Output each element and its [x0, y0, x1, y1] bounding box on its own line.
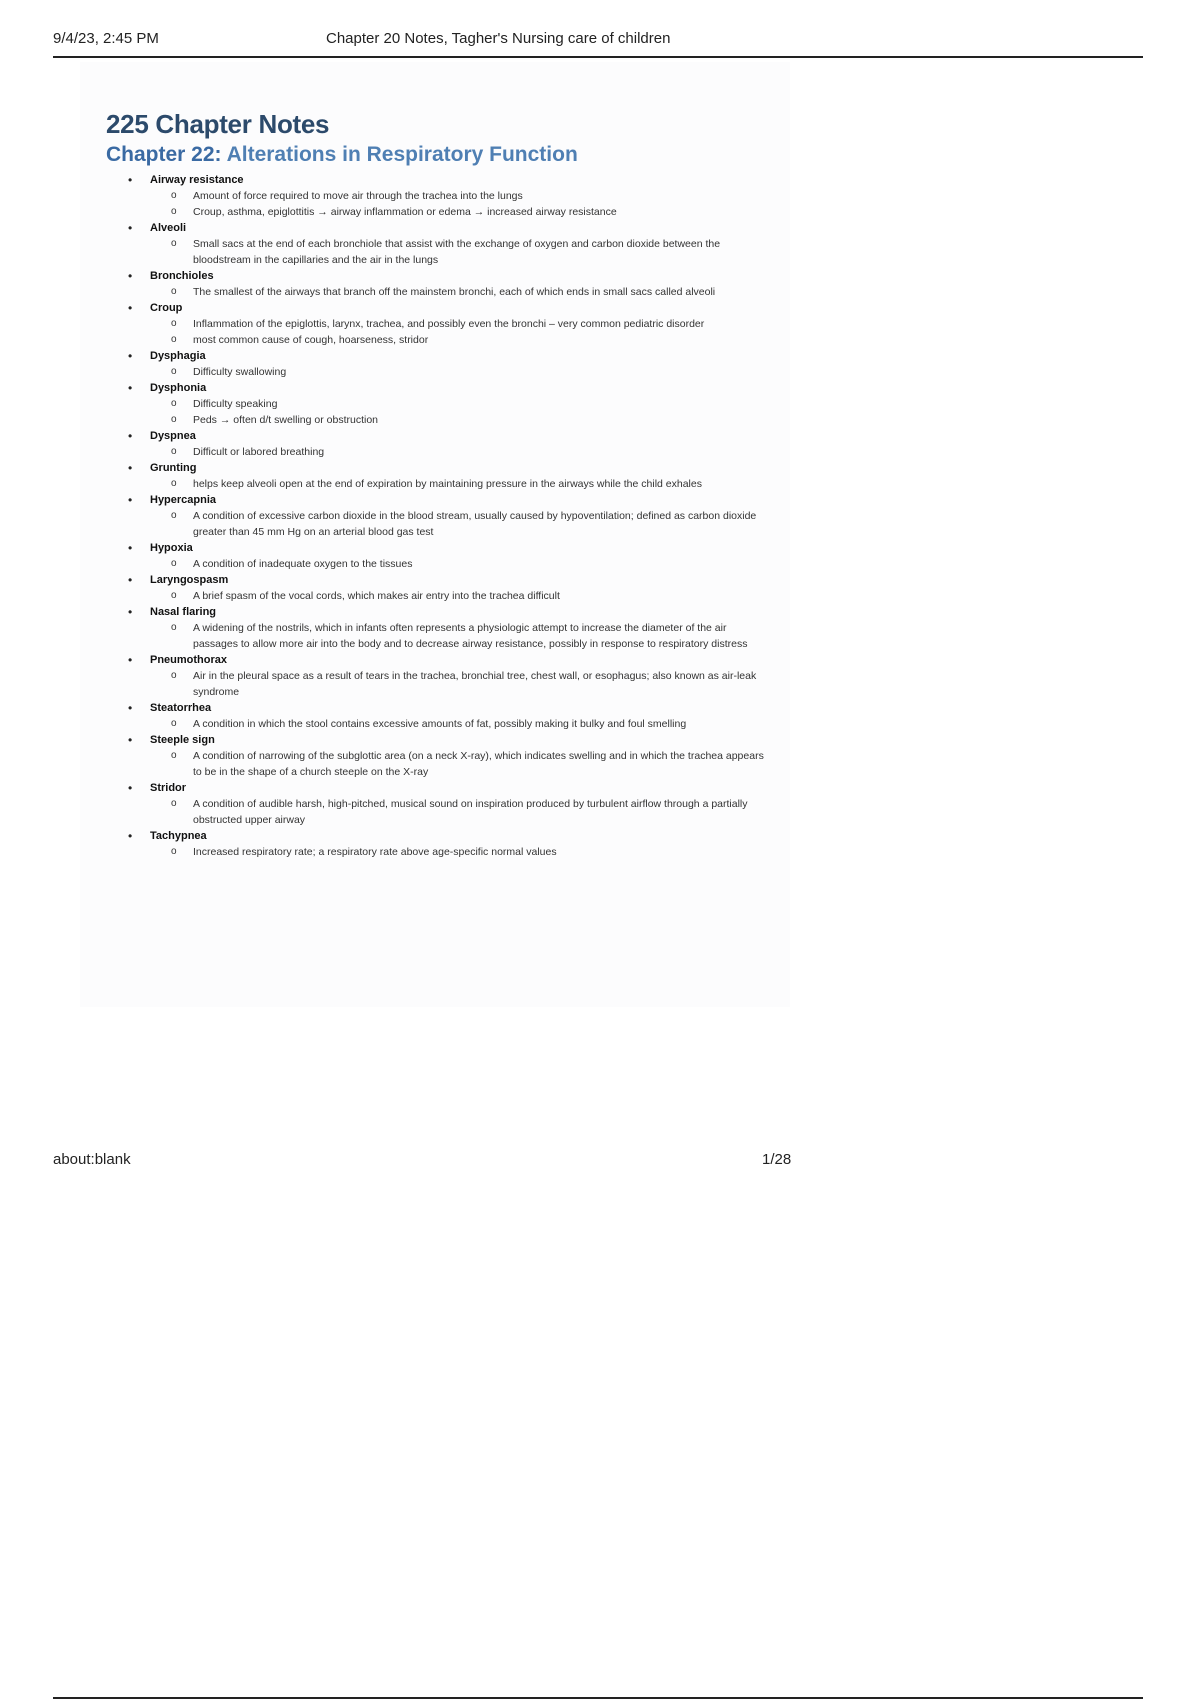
chapter-heading	[106, 142, 766, 168]
definition-text: A brief spasm of the vocal cords, which makes air entry into the trachea difficult	[193, 590, 560, 602]
definition-text: A widening of the nostrils, which in infants often represents a physiologic attempt to increase the diameter of the air passages to allow more air into the body and to decrease airway resistance, possibly in response to respiratory distress	[193, 622, 748, 650]
term-name: Croup	[150, 302, 183, 314]
bullet-icon: •	[128, 301, 133, 315]
definition-item	[150, 188, 766, 204]
definition-item	[150, 284, 766, 300]
term-name: Airway resistance	[150, 174, 244, 186]
definition-item	[150, 204, 766, 220]
term-name: Pneumothorax	[150, 654, 228, 666]
term-name: Dysphagia	[150, 350, 206, 362]
circle-bullet-icon: o	[171, 366, 177, 377]
term-name: Dysphonia	[150, 382, 207, 394]
definition-text: Inflammation of the epiglottis, larynx, trachea, and possibly even the bronchi – very common pediatric disorder	[193, 318, 705, 330]
circle-bullet-icon: o	[171, 590, 177, 601]
definition-text: A condition of narrowing of the subglottic area (on a neck X-ray), which indicates swelling and in which the trachea appears to be in the shape of a church steeple on the X-ray	[193, 750, 764, 778]
bullet-icon: •	[128, 349, 133, 363]
term-name: Hypercapnia	[150, 494, 217, 506]
circle-bullet-icon: o	[171, 414, 177, 425]
term-name: Laryngospasm	[150, 574, 229, 586]
term-item	[106, 540, 766, 572]
term-item	[106, 732, 766, 780]
definition-text: Small sacs at the end of each bronchiole that assist with the exchange of oxygen and carbon dioxide between the bloodstream in the capillaries and the air in the lungs	[193, 238, 721, 266]
bullet-icon: •	[128, 429, 133, 443]
term-item	[106, 300, 766, 348]
definition-item	[150, 716, 766, 732]
definition-text: Croup, asthma, epiglottitis → airway inflammation or edema → increased airway resistance	[193, 206, 617, 218]
definition-text: Difficulty speaking	[193, 398, 278, 410]
circle-bullet-icon: o	[171, 798, 177, 809]
definition-list	[150, 668, 766, 700]
circle-bullet-icon: o	[171, 286, 177, 297]
definition-item	[150, 364, 766, 380]
definition-list	[150, 364, 766, 380]
definition-list	[150, 444, 766, 460]
term-item	[106, 780, 766, 828]
bullet-icon: •	[128, 461, 133, 475]
circle-bullet-icon: o	[171, 334, 177, 345]
term-item	[106, 460, 766, 492]
bullet-icon: •	[128, 173, 133, 187]
definition-list	[150, 588, 766, 604]
term-name: Nasal flaring	[150, 606, 217, 618]
term-item	[106, 700, 766, 732]
definition-list	[150, 508, 766, 540]
term-name: Tachypnea	[150, 830, 207, 842]
definition-item	[150, 444, 766, 460]
bullet-icon: •	[128, 573, 133, 587]
term-name: Grunting	[150, 462, 197, 474]
bullet-icon: •	[128, 269, 133, 283]
print-date: 9/4/23, 2:45 PM	[53, 30, 159, 47]
print-page-number: 1/28	[762, 1151, 792, 1168]
term-name: Steeple sign	[150, 734, 215, 746]
definition-item	[150, 668, 766, 700]
definition-item	[150, 588, 766, 604]
definition-text: Difficult or labored breathing	[193, 446, 325, 458]
definition-item	[150, 748, 766, 780]
document-title: 225 Chapter Notes	[106, 109, 330, 139]
bullet-icon: •	[128, 381, 133, 395]
term-item	[106, 380, 766, 428]
definition-list	[150, 716, 766, 732]
definition-text: The smallest of the airways that branch off the mainstem bronchi, each of which ends in small sacs called alveoli	[193, 286, 716, 298]
terms-list	[106, 172, 766, 860]
circle-bullet-icon: o	[171, 318, 177, 329]
definition-list	[150, 236, 766, 268]
term-name: Steatorrhea	[150, 702, 212, 714]
definition-item	[150, 556, 766, 572]
definition-text: A condition in which the stool contains excessive amounts of fat, possibly making it bulky and foul smelling	[193, 718, 687, 730]
chapter-number: Chapter 22:	[106, 143, 222, 166]
definition-item	[150, 508, 766, 540]
circle-bullet-icon: o	[171, 238, 177, 249]
circle-bullet-icon: o	[171, 622, 177, 633]
circle-bullet-icon: o	[171, 670, 177, 681]
term-name: Dyspnea	[150, 430, 196, 442]
bottom-rule	[53, 1697, 1143, 1699]
definition-list	[150, 284, 766, 300]
bullet-icon: •	[128, 829, 133, 843]
term-name: Bronchioles	[150, 270, 214, 282]
circle-bullet-icon: o	[171, 558, 177, 569]
definition-item	[150, 412, 766, 428]
term-item	[106, 348, 766, 380]
term-item	[106, 572, 766, 604]
term-item	[106, 652, 766, 700]
print-url: about:blank	[53, 1151, 131, 1168]
definition-item	[150, 620, 766, 652]
circle-bullet-icon: o	[171, 446, 177, 457]
definition-list	[150, 844, 766, 860]
term-item	[106, 172, 766, 220]
bullet-icon: •	[128, 781, 133, 795]
definition-item	[150, 236, 766, 268]
bullet-icon: •	[128, 605, 133, 619]
circle-bullet-icon: o	[171, 398, 177, 409]
term-item	[106, 828, 766, 860]
term-name: Alveoli	[150, 222, 187, 234]
definition-item	[150, 796, 766, 828]
definition-list	[150, 556, 766, 572]
bullet-icon: •	[128, 541, 133, 555]
definition-item	[150, 476, 766, 492]
circle-bullet-icon: o	[171, 846, 177, 857]
document-body	[106, 108, 766, 860]
definition-text: Difficulty swallowing	[193, 366, 287, 378]
term-item	[106, 492, 766, 540]
definition-text: Increased respiratory rate; a respiratory rate above age-specific normal values	[193, 846, 557, 858]
circle-bullet-icon: o	[171, 750, 177, 761]
bullet-icon: •	[128, 733, 133, 747]
definition-text: A condition of excessive carbon dioxide in the blood stream, usually caused by hypoventilation; defined as carbon dioxide greater than 45 mm Hg on an arterial blood gas test	[193, 510, 757, 538]
term-item	[106, 268, 766, 300]
definition-text: Amount of force required to move air through the trachea into the lungs	[193, 190, 523, 202]
bullet-icon: •	[128, 493, 133, 507]
term-item	[106, 428, 766, 460]
definition-item	[150, 844, 766, 860]
print-page-title: Chapter 20 Notes, Tagher's Nursing care of children	[326, 30, 671, 47]
definition-list	[150, 396, 766, 428]
bullet-icon: •	[128, 701, 133, 715]
definition-list	[150, 316, 766, 348]
term-name: Stridor	[150, 782, 187, 794]
term-name: Hypoxia	[150, 542, 193, 554]
circle-bullet-icon: o	[171, 478, 177, 489]
definition-item	[150, 396, 766, 412]
definition-item	[150, 332, 766, 348]
circle-bullet-icon: o	[171, 190, 177, 201]
definition-text: Peds → often d/t swelling or obstruction	[193, 414, 379, 426]
bullet-icon: •	[128, 653, 133, 667]
term-item	[106, 604, 766, 652]
definition-list	[150, 748, 766, 780]
definition-text: A condition of audible harsh, high-pitched, musical sound on inspiration produced by turbulent airflow through a partially obstructed upper airway	[193, 798, 748, 826]
chapter-topic: Alterations in Respiratory Function	[221, 143, 578, 166]
circle-bullet-icon: o	[171, 206, 177, 217]
term-item	[106, 220, 766, 268]
definition-list	[150, 796, 766, 828]
circle-bullet-icon: o	[171, 510, 177, 521]
definition-text: most common cause of cough, hoarseness, stridor	[193, 334, 429, 346]
definition-list	[150, 620, 766, 652]
definition-item	[150, 316, 766, 332]
definition-text: Air in the pleural space as a result of tears in the trachea, bronchial tree, chest wall, or esophagus; also known as air-leak syndrome	[193, 670, 757, 698]
definition-text: helps keep alveoli open at the end of expiration by maintaining pressure in the airways while the child exhales	[193, 478, 702, 490]
definition-list	[150, 188, 766, 220]
print-header	[53, 28, 1143, 58]
definition-text: A condition of inadequate oxygen to the tissues	[193, 558, 413, 570]
definition-list	[150, 476, 766, 492]
circle-bullet-icon: o	[171, 718, 177, 729]
bullet-icon: •	[128, 221, 133, 235]
